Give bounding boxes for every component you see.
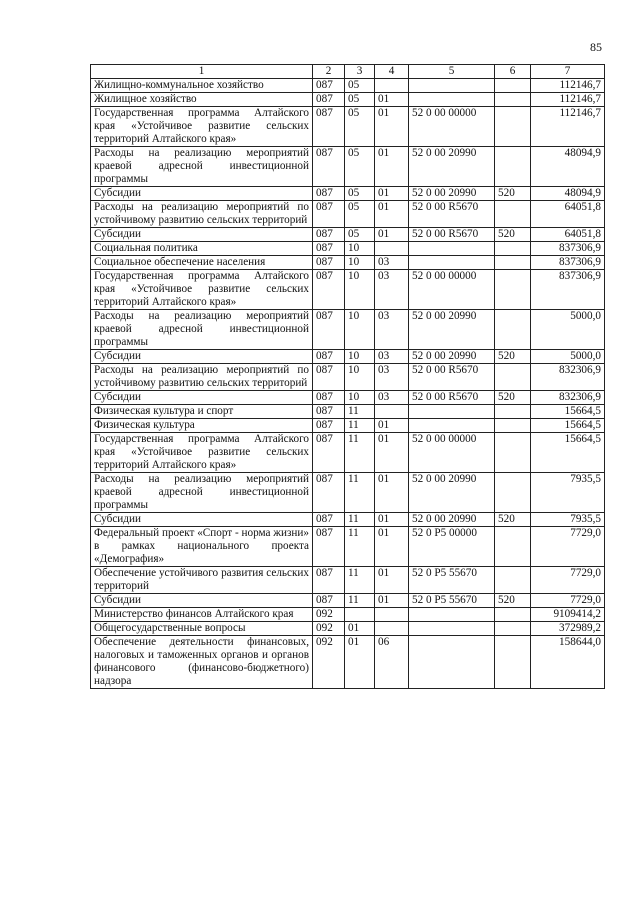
cell-expense-type: 520 [495,594,531,608]
cell-target-article: 52 0 00 R5670 [409,364,495,391]
cell-amount: 112146,7 [531,79,605,93]
table-row [91,622,605,636]
cell-expense-type [495,364,531,391]
cell-section: 11 [345,433,375,473]
cell-expense-type [495,256,531,270]
cell-name: Государственная программа Алтайского края «Устойчивое развитие сельских территорий Алтайского края» [91,433,313,473]
table-row [91,419,605,433]
cell-subsection: 03 [375,364,409,391]
cell-expense-type [495,567,531,594]
cell-expense-type: 520 [495,391,531,405]
cell-amount: 64051,8 [531,228,605,242]
cell-target-article [409,93,495,107]
cell-target-article: 52 0 00 R5670 [409,201,495,228]
table-row [91,147,605,187]
cell-amount: 832306,9 [531,364,605,391]
cell-amount: 64051,8 [531,201,605,228]
cell-name: Субсидии [91,391,313,405]
cell-subsection: 06 [375,636,409,689]
cell-name: Расходы на реализацию мероприятий краевой адресной инвестиционной программы [91,473,313,513]
cell-target-article: 52 0 00 00000 [409,433,495,473]
cell-ministry-code: 087 [313,527,345,567]
cell-target-article [409,79,495,93]
table-row [91,310,605,350]
cell-ministry-code: 087 [313,107,345,147]
table-row [91,567,605,594]
cell-amount: 5000,0 [531,310,605,350]
cell-expense-type [495,107,531,147]
cell-name: Жилищное хозяйство [91,93,313,107]
cell-section: 10 [345,310,375,350]
cell-name: Государственная программа Алтайского края «Устойчивое развитие сельских территорий Алтайского края» [91,107,313,147]
cell-subsection: 01 [375,147,409,187]
column-header: 7 [531,65,605,79]
cell-subsection [375,79,409,93]
cell-subsection: 01 [375,187,409,201]
cell-amount: 7729,0 [531,567,605,594]
cell-subsection: 01 [375,433,409,473]
cell-target-article: 52 0 00 20990 [409,473,495,513]
cell-amount: 837306,9 [531,270,605,310]
cell-target-article [409,636,495,689]
cell-ministry-code: 092 [313,622,345,636]
cell-ministry-code: 087 [313,350,345,364]
table-row [91,93,605,107]
cell-ministry-code: 087 [313,147,345,187]
cell-expense-type: 520 [495,187,531,201]
cell-name: Министерство финансов Алтайского края [91,608,313,622]
cell-ministry-code: 087 [313,433,345,473]
cell-amount: 112146,7 [531,93,605,107]
cell-expense-type [495,622,531,636]
cell-ministry-code: 087 [313,310,345,350]
cell-target-article: 52 0 00 20990 [409,310,495,350]
cell-section [345,608,375,622]
cell-subsection: 01 [375,107,409,147]
cell-subsection [375,242,409,256]
cell-section: 11 [345,567,375,594]
cell-ministry-code: 087 [313,93,345,107]
cell-expense-type: 520 [495,350,531,364]
cell-amount: 5000,0 [531,350,605,364]
cell-name: Обеспечение устойчивого развития сельских территорий [91,567,313,594]
cell-subsection: 01 [375,419,409,433]
cell-section: 05 [345,228,375,242]
cell-target-article [409,256,495,270]
column-header: 4 [375,65,409,79]
cell-name: Субсидии [91,228,313,242]
table-row [91,242,605,256]
cell-ministry-code: 087 [313,513,345,527]
table-row [91,270,605,310]
cell-name: Обеспечение деятельности финансовых, налоговых и таможенных органов и органов финансового (финансово-бюджетного) надзора [91,636,313,689]
cell-section: 05 [345,187,375,201]
cell-name: Расходы на реализацию мероприятий краевой адресной инвестиционной программы [91,310,313,350]
cell-subsection: 01 [375,473,409,513]
cell-name: Социальная политика [91,242,313,256]
cell-expense-type [495,310,531,350]
cell-section: 11 [345,513,375,527]
cell-target-article [409,405,495,419]
table-row [91,636,605,689]
cell-amount: 112146,7 [531,107,605,147]
cell-target-article [409,419,495,433]
cell-section: 10 [345,364,375,391]
table-row [91,433,605,473]
cell-amount: 15664,5 [531,433,605,473]
cell-section: 05 [345,79,375,93]
cell-target-article: 52 0 00 20990 [409,350,495,364]
cell-section: 10 [345,256,375,270]
cell-amount: 48094,9 [531,187,605,201]
cell-subsection: 03 [375,350,409,364]
cell-section: 05 [345,201,375,228]
cell-ministry-code: 087 [313,473,345,513]
table-row [91,256,605,270]
cell-target-article: 52 0 00 00000 [409,107,495,147]
cell-name: Расходы на реализацию мероприятий по устойчивому развитию сельских территорий [91,201,313,228]
cell-expense-type [495,79,531,93]
cell-target-article: 52 0 P5 00000 [409,527,495,567]
cell-name: Субсидии [91,513,313,527]
cell-target-article [409,622,495,636]
column-header: 2 [313,65,345,79]
cell-name: Социальное обеспечение населения [91,256,313,270]
cell-name: Расходы на реализацию мероприятий краевой адресной инвестиционной программы [91,147,313,187]
cell-ministry-code: 087 [313,79,345,93]
cell-expense-type [495,608,531,622]
cell-ministry-code: 087 [313,228,345,242]
cell-section: 01 [345,636,375,689]
cell-section: 11 [345,594,375,608]
cell-section: 11 [345,527,375,567]
cell-amount: 15664,5 [531,405,605,419]
table-row [91,527,605,567]
cell-amount: 7729,0 [531,527,605,567]
cell-section: 10 [345,391,375,405]
cell-target-article: 52 0 00 20990 [409,513,495,527]
table-row [91,107,605,147]
cell-expense-type [495,473,531,513]
table-row [91,364,605,391]
cell-amount: 7935,5 [531,513,605,527]
cell-expense-type [495,242,531,256]
cell-target-article: 52 0 P5 55670 [409,567,495,594]
cell-expense-type [495,93,531,107]
cell-ministry-code: 087 [313,405,345,419]
cell-subsection: 01 [375,527,409,567]
cell-name: Государственная программа Алтайского края «Устойчивое развитие сельских территорий Алтайского края» [91,270,313,310]
cell-name: Федеральный проект «Спорт - норма жизни» в рамках национального проекта «Демография» [91,527,313,567]
column-header: 5 [409,65,495,79]
cell-amount: 48094,9 [531,147,605,187]
cell-amount: 837306,9 [531,242,605,256]
table-row [91,608,605,622]
cell-subsection [375,405,409,419]
cell-subsection: 01 [375,594,409,608]
cell-section: 10 [345,242,375,256]
cell-name: Субсидии [91,594,313,608]
cell-section: 05 [345,93,375,107]
cell-ministry-code: 087 [313,242,345,256]
table-row [91,391,605,405]
cell-name: Субсидии [91,187,313,201]
cell-name: Общегосударственные вопросы [91,622,313,636]
budget-table [90,64,605,689]
cell-ministry-code: 087 [313,567,345,594]
table-row [91,513,605,527]
cell-expense-type [495,201,531,228]
cell-ministry-code: 087 [313,187,345,201]
cell-subsection: 01 [375,513,409,527]
cell-ministry-code: 092 [313,636,345,689]
table-body [91,79,605,689]
cell-expense-type [495,527,531,567]
cell-name: Физическая культура [91,419,313,433]
cell-ministry-code: 087 [313,270,345,310]
cell-target-article: 52 0 00 20990 [409,147,495,187]
cell-section: 11 [345,419,375,433]
cell-expense-type [495,419,531,433]
cell-target-article [409,242,495,256]
cell-amount: 832306,9 [531,391,605,405]
cell-subsection: 01 [375,567,409,594]
cell-ministry-code: 087 [313,256,345,270]
cell-subsection [375,622,409,636]
cell-expense-type [495,636,531,689]
cell-amount: 158644,0 [531,636,605,689]
table-header-row [91,65,605,79]
cell-expense-type [495,433,531,473]
cell-target-article: 52 0 00 R5670 [409,391,495,405]
cell-section: 10 [345,350,375,364]
table-row [91,473,605,513]
cell-amount: 15664,5 [531,419,605,433]
cell-subsection: 03 [375,310,409,350]
table-row [91,350,605,364]
table-row [91,405,605,419]
cell-section: 01 [345,622,375,636]
cell-ministry-code: 087 [313,419,345,433]
cell-section: 10 [345,270,375,310]
cell-target-article: 52 0 00 20990 [409,187,495,201]
cell-ministry-code: 092 [313,608,345,622]
cell-section: 05 [345,107,375,147]
cell-subsection: 03 [375,256,409,270]
cell-section: 05 [345,147,375,187]
cell-subsection: 03 [375,391,409,405]
table-row [91,187,605,201]
cell-expense-type [495,147,531,187]
cell-ministry-code: 087 [313,594,345,608]
table-row [91,228,605,242]
cell-expense-type [495,270,531,310]
cell-target-article: 52 0 P5 55670 [409,594,495,608]
cell-expense-type [495,405,531,419]
cell-ministry-code: 087 [313,201,345,228]
cell-subsection: 01 [375,228,409,242]
cell-target-article: 52 0 00 00000 [409,270,495,310]
cell-expense-type: 520 [495,513,531,527]
cell-amount: 372989,2 [531,622,605,636]
cell-ministry-code: 087 [313,364,345,391]
column-header: 3 [345,65,375,79]
column-header: 6 [495,65,531,79]
cell-name: Жилищно-коммунальное хозяйство [91,79,313,93]
cell-subsection: 03 [375,270,409,310]
cell-name: Субсидии [91,350,313,364]
cell-amount: 9109414,2 [531,608,605,622]
column-header: 1 [91,65,313,79]
cell-expense-type: 520 [495,228,531,242]
cell-subsection: 01 [375,93,409,107]
cell-amount: 7729,0 [531,594,605,608]
cell-subsection [375,608,409,622]
cell-amount: 837306,9 [531,256,605,270]
cell-section: 11 [345,473,375,513]
table-row [91,594,605,608]
cell-target-article [409,608,495,622]
page-number: 85 [590,40,602,54]
cell-section: 11 [345,405,375,419]
cell-name: Физическая культура и спорт [91,405,313,419]
table-row [91,201,605,228]
cell-subsection: 01 [375,201,409,228]
cell-target-article: 52 0 00 R5670 [409,228,495,242]
cell-ministry-code: 087 [313,391,345,405]
cell-amount: 7935,5 [531,473,605,513]
table-row [91,79,605,93]
cell-name: Расходы на реализацию мероприятий по устойчивому развитию сельских территорий [91,364,313,391]
